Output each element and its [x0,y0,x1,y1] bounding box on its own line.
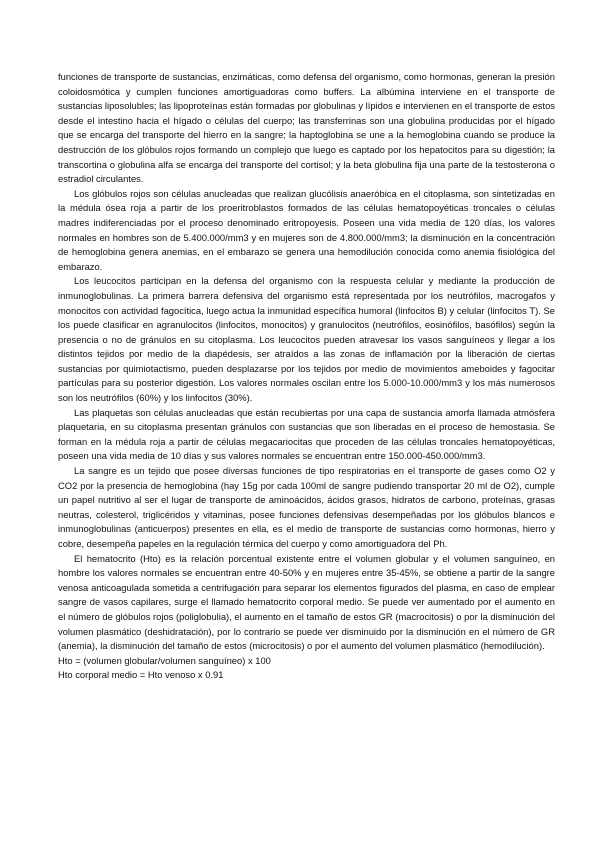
document-page [58,70,555,683]
formula-corporal-hematocrit: Hto corporal medio = Hto venoso x 0.91 [58,669,224,681]
paragraph-hematocrit: El hematocrito (Hto) es la relación porcentual existente entre el volumen globular y el volumen sanguíneo, en hombre los valores normales se encuentran entre 40-50% y en mujeres entre 35-45%, se obtiene a partir de la sangre venosa anticoagulada sometida a centrifugación para separar los elementos figurados del plasma, en caso de emplear sangre de vasos capilares, surge el llamado hematocrito corporal medio. Se puede ver aumentado por el aumento en el número de glóbulos rojos (poliglobulia), el aumento en el tamaño de estos GR (macrocitosis) o por la disminución del volumen plasmático (deshidratación), por lo contrario se puede ver disminuido por la disminución en el número de GR (anemia), la disminución del tamaño de estos (microcitosis) o por el aumento del volumen plasmático (hemodilución). [58,552,555,652]
paragraph-red-blood-cells: Los glóbulos rojos son células anucleadas que realizan glucólisis anaeróbica en el citoplasma, son sintetizadas en la médula ósea roja a partir de los proeritroblastos formados de las células hematopoyéticas troncales o células madres indiferenciadas por el proceso denominado eritropoyesis. Poseen una vida media de 120 días, los valores normales en hombres son de 5.400.000/mm3 y en mujeres son de 4.800.000/mm3; la disminución en la concentración de hemoglobina genera anemias, en el embarazo se genera una hemodilución conocida como anemia fisiológica del embarazo. [58,187,555,272]
formula-hematocrit: Hto = (volumen globular/volumen sanguíneo) x 100 [58,654,271,666]
paragraph-leukocytes: Los leucocitos participan en la defensa del organismo con la respuesta celular y mediante la producción de inmunoglobulinas. La primera barrera defensiva del organismo está representada por los neutrófilos, macrogafos y monocitos con actividad fagocítica, luego actua la inmunidad específica humoral (linfocitos B) y celular (linfocitos T). Se los puede clasificar en agranulocitos (linfocitos, monocitos) y granulocitos (neutrófilos, eosinófilos, basófilos) según la presencia o no de gránulos en su citoplasma. Los leucocitos pueden atravesar los vasos sanguíneos y llegar a los distintos tejidos por medio de la diapédesis, ser atraídos a las zonas de inflamación por la liberación de ciertas sustancias por quimiotactismo, pueden desplazarse por los tejidos por medio de movimientos ameboides y fagocitar partículas para su posterior digestión. Los valores normales oscilan entre los 5.000-10.000/mm3 y los más numerosos son los neutrófilos (60%) y los linfocitos (30%). [58,275,555,404]
paragraph-blood-functions: La sangre es un tejido que posee diversas funciones de tipo respiratorias en el transporte de gases como O2 y CO2 por la presencia de hemoglobina (hay 15g por cada 100ml de sangre pudiendo transportar 20 ml de O2), cumple un papel nutritivo al ser el lugar de transporte de aminoácidos, ácidos grasos, hidratos de carbono, proteínas, grasas neutras, colesterol, triglicéridos y vitaminas, posee funciones defensivas desempeñadas por los glóbulos blancos e inmunoglobulinas (anticuerpos) presentes en ella, es el medio de transporte de sustancias como hormonas, hierro y cobre, desempeña papeles en la regulación térmica del cuerpo y como amortiguadora del Ph. [58,465,555,549]
paragraph-platelets: Las plaquetas son células anucleadas que están recubiertas por una capa de sustancia amorfa llamada atmósfera plaquetaria, en su citoplasma presentan gránulos con sustancias que son liberadas en el proceso de hemostasia. Se forman en la médula roja a partir de células megacariocitas que proceden de las células troncales hematopoyéticas, poseen una vida media de 10 días y sus valores normales se encuentran entre 150.000-450.000/mm3. [58,406,555,462]
paragraph-plasma-proteins: funciones de transporte de sustancias, enzimáticas, como defensa del organismo, como hormonas, generan la presión coloidosmótica y cumplen funciones amortiguadoras como buffers. La albúmina interviene en el transporte de sustancias liposolubles; las lipoproteínas están formadas por globulinas y lípidos e intervienen en el transporte de estos desde el intestino hacia el hígado o células del cuerpo; las transferrinas son una globulina producidas por el hígado que se encarga del transporte del hierro en la sangre; la haptoglobina se une a la hemoglobina cuando se produce la destrucción de los glóbulos rojos formando un complejo que luego es captado por los hepatocitos para su digestión; la transcortina o globulina alfa se encarga del transporte del cortisol; y la beta globulina fija una parte de la testosterona o estradiol circulantes. [58,71,555,185]
